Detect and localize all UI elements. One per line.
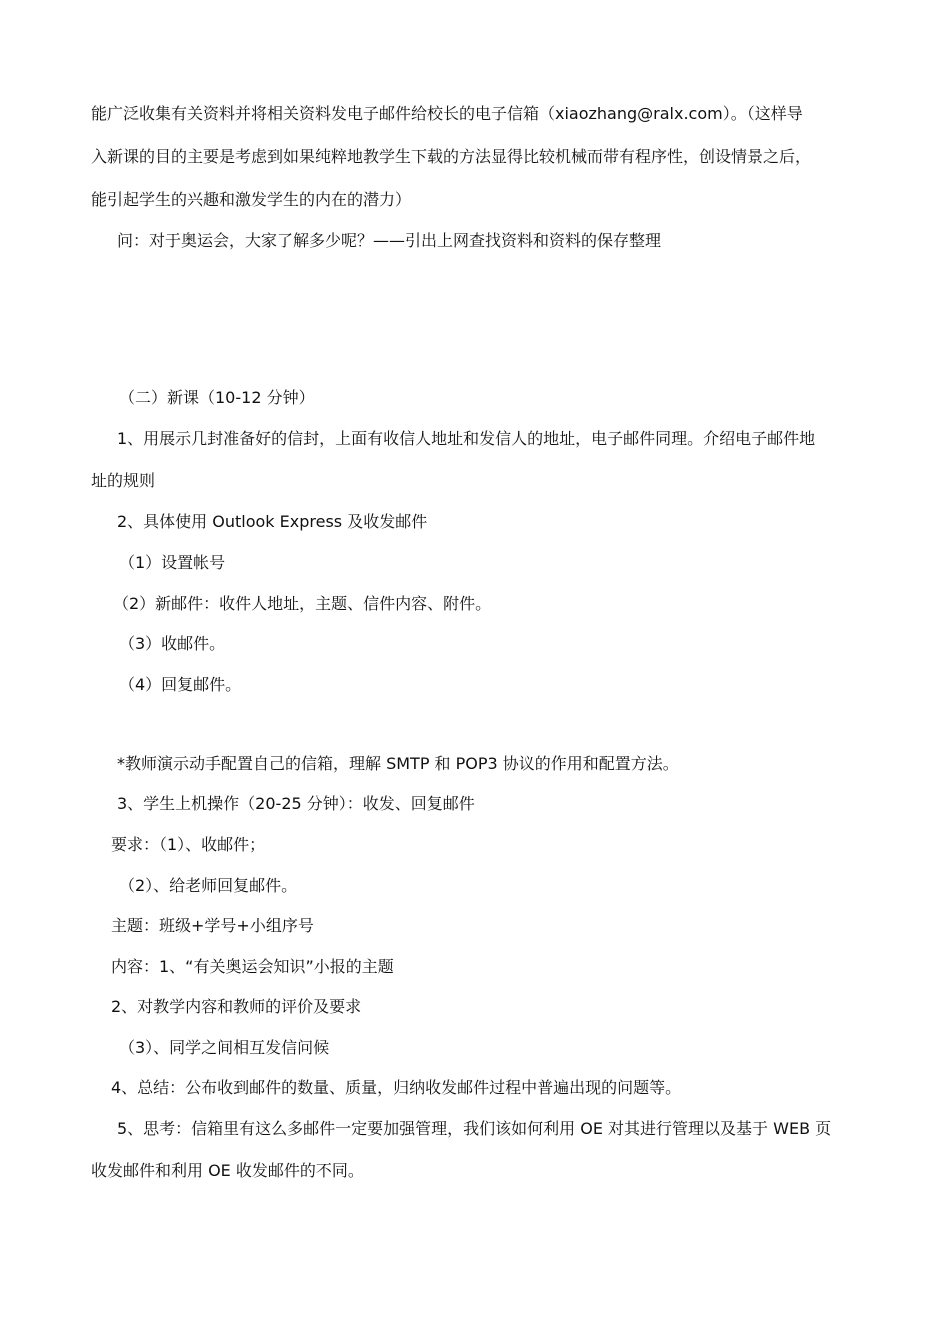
item-1-line-2: 址的规则 xyxy=(91,471,156,490)
item-2: 2、具体使用 Outlook Express 及收发邮件 xyxy=(117,512,428,531)
teacher-demo: *教师演示动手配置自己的信箱，理解 SMTP 和 POP3 协议的作用和配置方法。 xyxy=(117,754,679,773)
section-heading: （二）新课（10-12 分钟） xyxy=(119,388,315,407)
item-5-line-2: 收发邮件和利用 OE 收发邮件的不同。 xyxy=(91,1161,364,1180)
content-2: 2、对教学内容和教师的评价及要求 xyxy=(111,997,362,1016)
intro-line-1: 能广泛收集有关资料并将相关资料发电子邮件给校长的电子信箱（xiaozhang@ralx.com）。（这样导 xyxy=(91,104,803,123)
item-1-line-1: 1、用展示几封准备好的信封，上面有收信人地址和发信人的地址，电子邮件同理。介绍电子邮件地 xyxy=(117,429,816,448)
sub-item-4: （4）回复邮件。 xyxy=(119,675,242,694)
content: 内容：1、“有关奥运会知识”小报的主题 xyxy=(111,957,394,976)
intro-line-3: 能引起学生的兴趣和激发学生的内在的潜力） xyxy=(91,190,412,209)
intro-line-2: 入新课的目的主要是考虑到如果纯粹地教学生下载的方法显得比较机械而带有程序性，创设情景之后， xyxy=(91,147,812,166)
item-5-line-1: 5、思考：信箱里有这么多邮件一定要加强管理，我们该如何利用 OE 对其进行管理以及基于 WEB 页 xyxy=(117,1119,832,1138)
sub-item-1: （1）设置帐号 xyxy=(119,553,226,572)
intro-question: 问：对于奥运会，大家了解多少呢？——引出上网查找资料和资料的保存整理 xyxy=(117,231,662,250)
requirement-2: （2）、给老师回复邮件。 xyxy=(119,876,298,895)
item-4: 4、总结：公布收到邮件的数量、质量，归纳收发邮件过程中普遍出现的问题等。 xyxy=(111,1078,682,1097)
item-3: 3、学生上机操作（20-25 分钟）：收发、回复邮件 xyxy=(117,794,475,813)
subject: 主题：班级+学号+小组序号 xyxy=(111,916,314,935)
sub-item-2: （2）新邮件：收件人地址，主题、信件内容、附件。 xyxy=(113,594,492,613)
requirement: 要求：（1）、收邮件； xyxy=(111,835,266,854)
content-3: （3）、同学之间相互发信问候 xyxy=(119,1038,330,1057)
sub-item-3: （3）收邮件。 xyxy=(119,634,226,653)
